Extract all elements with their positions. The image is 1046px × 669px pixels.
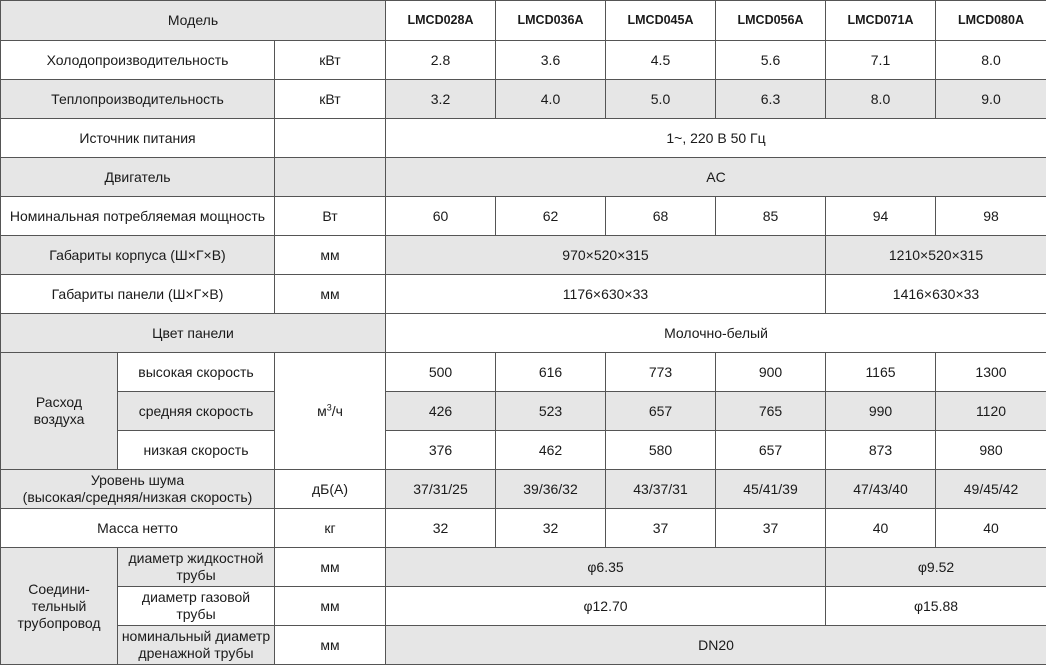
cell-value: φ6.35 xyxy=(386,548,826,587)
sub-label: номинальный диаметр дренажной трубы xyxy=(118,626,275,665)
cell-value: DN20 xyxy=(386,626,1046,665)
cell-value: 49/45/42 xyxy=(936,470,1046,509)
row-unit: мм xyxy=(275,275,386,314)
cell-value: 900 xyxy=(716,353,826,392)
cell-value: 657 xyxy=(606,392,716,431)
row-unit: Вт xyxy=(275,197,386,236)
cell-value: 3.2 xyxy=(386,80,496,119)
cell-value: 4.0 xyxy=(496,80,606,119)
row-label: Холодопроизводительность xyxy=(1,41,275,80)
cell-value: 4.5 xyxy=(606,41,716,80)
sub-label: средняя скорость xyxy=(118,392,275,431)
cell-value: 45/41/39 xyxy=(716,470,826,509)
airflow-mid-row xyxy=(1,392,1046,431)
cell-value: 32 xyxy=(386,509,496,548)
row-unit: мм xyxy=(275,587,386,626)
cooling-row xyxy=(1,41,1046,80)
cell-value: 47/43/40 xyxy=(826,470,936,509)
model-label: Модель xyxy=(1,1,386,41)
cell-value: 94 xyxy=(826,197,936,236)
cell-value: 6.3 xyxy=(716,80,826,119)
cell-value: 500 xyxy=(386,353,496,392)
cell-value: 1176×630×33 xyxy=(386,275,826,314)
cell-value: 773 xyxy=(606,353,716,392)
cell-value: 40 xyxy=(826,509,936,548)
row-label: Уровень шума (высокая/средняя/низкая скорость) xyxy=(1,470,275,509)
cell-value: 1300 xyxy=(936,353,1046,392)
cell-value: φ9.52 xyxy=(826,548,1046,587)
cell-value: 40 xyxy=(936,509,1046,548)
cell-value: 523 xyxy=(496,392,606,431)
cell-value: 426 xyxy=(386,392,496,431)
row-label: Масса нетто xyxy=(1,509,275,548)
cell-value: 98 xyxy=(936,197,1046,236)
cell-value: 8.0 xyxy=(936,41,1046,80)
cell-value: 7.1 xyxy=(826,41,936,80)
rated-power-row xyxy=(1,197,1046,236)
piping-liquid-row xyxy=(1,548,1046,587)
cell-value: 616 xyxy=(496,353,606,392)
sub-label: диаметр газовой трубы xyxy=(118,587,275,626)
sub-label: диаметр жидкостной трубы xyxy=(118,548,275,587)
cell-value: φ12.70 xyxy=(386,587,826,626)
cell-value: 1120 xyxy=(936,392,1046,431)
model-name: LMCD071A xyxy=(826,1,936,41)
row-label: Цвет панели xyxy=(1,314,386,353)
motor-row xyxy=(1,158,1046,197)
cell-value: 462 xyxy=(496,431,606,470)
noise-row xyxy=(1,470,1046,509)
row-unit: мм xyxy=(275,626,386,665)
row-unit: дБ(А) xyxy=(275,470,386,509)
row-label: Номинальная потребляемая мощность xyxy=(1,197,275,236)
cell-value: 68 xyxy=(606,197,716,236)
cell-value: 37 xyxy=(716,509,826,548)
row-label: Теплопроизводительность xyxy=(1,80,275,119)
row-unit: мм xyxy=(275,236,386,275)
cell-value: AC xyxy=(386,158,1046,197)
piping-drain-row xyxy=(1,626,1046,665)
model-name: LMCD080A xyxy=(936,1,1046,41)
cell-value: 85 xyxy=(716,197,826,236)
row-unit: кВт xyxy=(275,41,386,80)
cell-value: 990 xyxy=(826,392,936,431)
cell-value: 60 xyxy=(386,197,496,236)
row-unit xyxy=(275,158,386,197)
cell-value: 980 xyxy=(936,431,1046,470)
cell-value: 1165 xyxy=(826,353,936,392)
net-weight-row xyxy=(1,509,1046,548)
cell-value: 2.8 xyxy=(386,41,496,80)
cell-value: 1416×630×33 xyxy=(826,275,1046,314)
row-unit: мм xyxy=(275,548,386,587)
sub-label: низкая скорость xyxy=(118,431,275,470)
body-dims-row xyxy=(1,236,1046,275)
cell-value: 8.0 xyxy=(826,80,936,119)
cell-value: 657 xyxy=(716,431,826,470)
cell-value: 1~, 220 В 50 Гц xyxy=(386,119,1046,158)
cell-value: 62 xyxy=(496,197,606,236)
cell-value: 1210×520×315 xyxy=(826,236,1046,275)
model-name: LMCD028A xyxy=(386,1,496,41)
row-label: Габариты корпуса (Ш×Г×В) xyxy=(1,236,275,275)
row-label: Двигатель xyxy=(1,158,275,197)
cell-value: φ15.88 xyxy=(826,587,1046,626)
cell-value: 5.0 xyxy=(606,80,716,119)
row-unit xyxy=(275,119,386,158)
cell-value: 580 xyxy=(606,431,716,470)
cell-value: 37/31/25 xyxy=(386,470,496,509)
airflow-high-row xyxy=(1,353,1046,392)
row-unit: кВт xyxy=(275,80,386,119)
power-supply-row xyxy=(1,119,1046,158)
row-label: Габариты панели (Ш×Г×В) xyxy=(1,275,275,314)
cell-value: 765 xyxy=(716,392,826,431)
sub-label: высокая скорость xyxy=(118,353,275,392)
cell-value: 5.6 xyxy=(716,41,826,80)
heating-row xyxy=(1,80,1046,119)
cell-value: 43/37/31 xyxy=(606,470,716,509)
cell-value: 376 xyxy=(386,431,496,470)
airflow-label: Расход воздуха xyxy=(1,353,118,470)
header-row xyxy=(1,1,1046,41)
airflow-low-row xyxy=(1,431,1046,470)
cell-value: 3.6 xyxy=(496,41,606,80)
model-name: LMCD036A xyxy=(496,1,606,41)
piping-label: Соедини- тельный трубопровод xyxy=(1,548,118,665)
row-unit: кг xyxy=(275,509,386,548)
model-name: LMCD045A xyxy=(606,1,716,41)
cell-value: Молочно-белый xyxy=(386,314,1046,353)
cell-value: 9.0 xyxy=(936,80,1046,119)
cell-value: 37 xyxy=(606,509,716,548)
cell-value: 873 xyxy=(826,431,936,470)
cell-value: 32 xyxy=(496,509,606,548)
row-label: Источник питания xyxy=(1,119,275,158)
cell-value: 970×520×315 xyxy=(386,236,826,275)
piping-gas-row xyxy=(1,587,1046,626)
cell-value: 39/36/32 xyxy=(496,470,606,509)
panel-dims-row xyxy=(1,275,1046,314)
panel-color-row xyxy=(1,314,1046,353)
model-name: LMCD056A xyxy=(716,1,826,41)
airflow-unit: $м^3/ч$ xyxy=(275,353,386,470)
